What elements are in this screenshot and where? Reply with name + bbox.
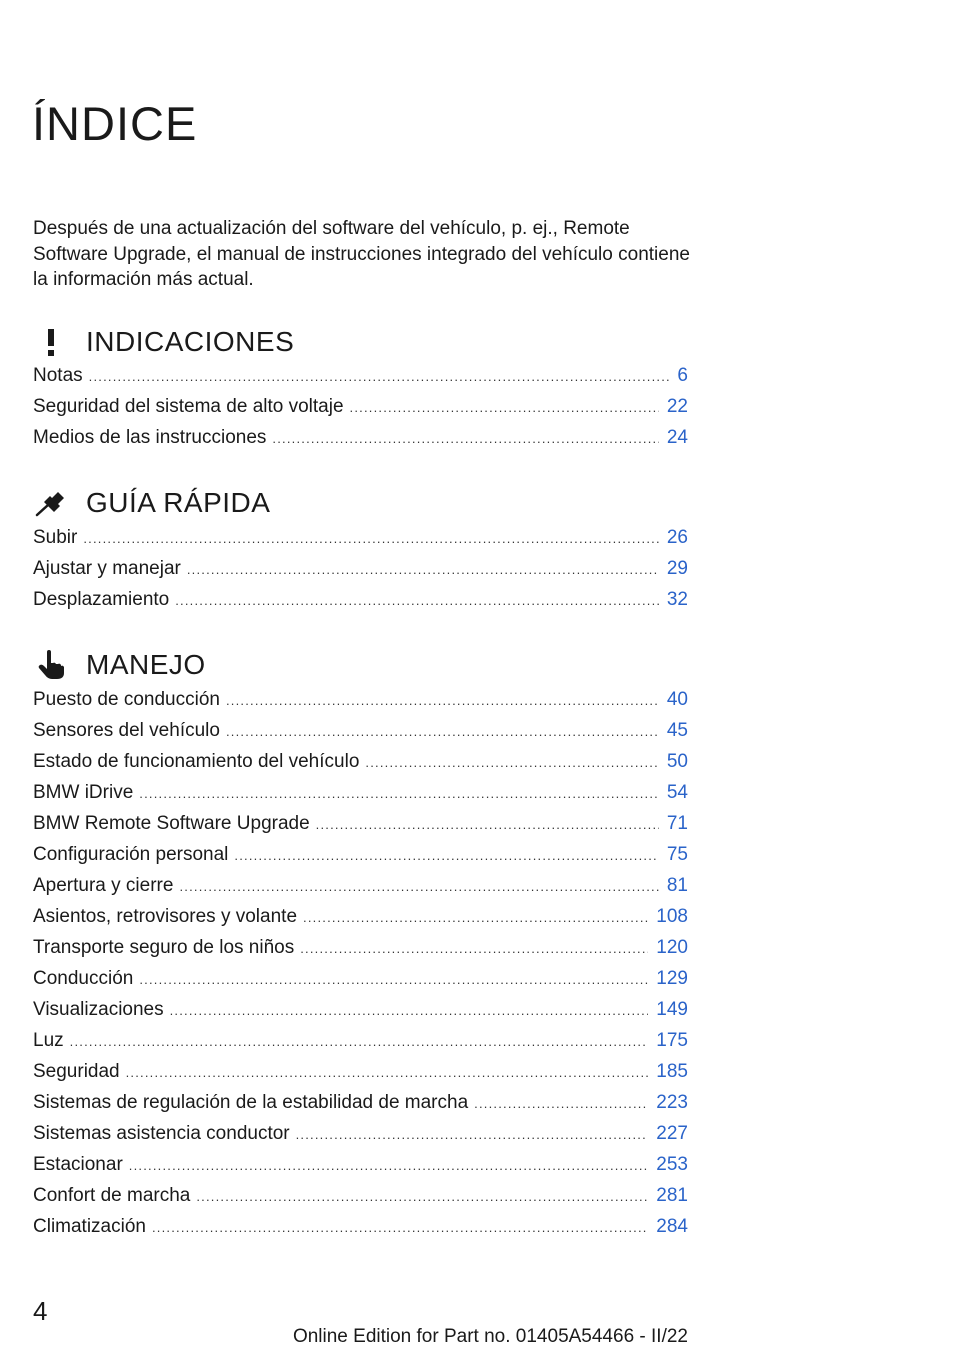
entry-label: Ajustar y manejar — [33, 558, 181, 579]
entry-page-link[interactable]: 24 — [666, 427, 688, 448]
entry-page-link[interactable]: 175 — [656, 1030, 688, 1051]
entry-label: Sistemas asistencia conductor — [33, 1123, 290, 1144]
entry-page-link[interactable]: 45 — [666, 720, 688, 741]
entry-page-link[interactable]: 40 — [666, 689, 688, 710]
entry-page-link[interactable]: 75 — [666, 844, 688, 865]
toc-entry[interactable] — [33, 689, 688, 720]
entry-page-link[interactable]: 185 — [656, 1061, 688, 1082]
entry-label: Subir — [33, 527, 78, 548]
toc-entry[interactable] — [33, 751, 688, 782]
dot-leader — [152, 1220, 648, 1235]
toc-entry[interactable] — [33, 558, 688, 589]
entry-label: Visualizaciones — [33, 999, 164, 1020]
entry-label: BMW Remote Software Upgrade — [33, 813, 310, 834]
entry-label: Climatización — [33, 1216, 146, 1237]
entry-label: Asientos, retrovisores y volante — [33, 906, 298, 927]
dot-leader — [350, 400, 659, 415]
dot-leader — [226, 693, 659, 708]
entry-page-link[interactable]: 71 — [666, 813, 688, 834]
dot-leader — [139, 972, 648, 987]
section-entries-guia-rapida — [33, 527, 688, 620]
dot-leader — [89, 369, 670, 384]
page-title: ÍNDICE — [32, 97, 198, 150]
toc-entry[interactable] — [33, 720, 688, 751]
toc-entry[interactable] — [33, 937, 688, 968]
entry-page-link[interactable]: 22 — [666, 396, 688, 417]
entry-label: Conducción — [33, 968, 134, 989]
entry-page-link[interactable]: 129 — [656, 968, 688, 989]
dot-leader — [272, 431, 658, 446]
entry-page-link[interactable]: 29 — [666, 558, 688, 579]
entry-label: Desplazamiento — [33, 589, 170, 610]
dot-leader — [129, 1158, 649, 1173]
dot-leader — [296, 1127, 649, 1142]
intro-text: Después de una actualización del software del vehículo, p. ej., Remote Software Upgrade, el manual de instrucciones integrado del vehículo contiene la información más actual. — [33, 218, 690, 290]
toc-entry[interactable] — [33, 968, 688, 999]
exclamation-icon — [33, 322, 69, 362]
entry-label: Seguridad del sistema de alto voltaje — [33, 396, 344, 417]
entry-label: Configuración personal — [33, 844, 229, 865]
section-title: INDICACIONES — [86, 326, 295, 357]
pushpin-icon — [33, 483, 69, 523]
dot-leader — [196, 1189, 648, 1204]
entry-label: Estado de funcionamiento del vehículo — [33, 751, 360, 772]
toc-entry[interactable] — [33, 782, 688, 813]
dot-leader — [303, 910, 648, 925]
entry-label: Transporte seguro de los niños — [33, 937, 295, 958]
entry-page-link[interactable]: 32 — [666, 589, 688, 610]
toc-entry[interactable] — [33, 527, 688, 558]
section-title: MANEJO — [86, 649, 206, 680]
toc-entry[interactable] — [33, 1092, 688, 1123]
section-title: GUÍA RÁPIDA — [86, 487, 271, 518]
entry-label: Sistemas de regulación de la estabilidad de marcha — [33, 1092, 469, 1113]
dot-leader — [179, 879, 658, 894]
entry-label: Seguridad — [33, 1061, 120, 1082]
entry-label: Luz — [33, 1030, 64, 1051]
dot-leader — [175, 593, 659, 608]
toc-entry[interactable] — [33, 1030, 688, 1061]
page-number: 4 — [33, 1296, 48, 1326]
entry-page-link[interactable]: 284 — [656, 1216, 688, 1237]
dot-leader — [170, 1003, 649, 1018]
toc-entry[interactable] — [33, 589, 688, 620]
dot-leader — [300, 941, 648, 956]
dot-leader — [474, 1096, 648, 1111]
entry-page-link[interactable]: 108 — [656, 906, 688, 927]
toc-entry[interactable] — [33, 427, 688, 458]
entry-page-link[interactable]: 54 — [666, 782, 688, 803]
section-entries-indicaciones — [33, 365, 688, 458]
entry-page-link[interactable]: 253 — [656, 1154, 688, 1175]
section-indicaciones — [33, 322, 294, 362]
entry-label: Notas — [33, 365, 83, 386]
dot-leader — [365, 755, 658, 770]
entry-page-link[interactable]: 50 — [666, 751, 688, 772]
section-guia-rapida — [33, 483, 270, 523]
entry-label: Medios de las instrucciones — [33, 427, 267, 448]
dot-leader — [83, 531, 659, 546]
entry-page-link[interactable]: 223 — [656, 1092, 688, 1113]
toc-entry[interactable] — [33, 906, 688, 937]
entry-page-link[interactable]: 81 — [666, 875, 688, 896]
dot-leader — [234, 848, 658, 863]
toc-entry[interactable] — [33, 999, 688, 1030]
entry-label: Confort de marcha — [33, 1185, 191, 1206]
toc-entry[interactable] — [33, 844, 688, 875]
entry-page-link[interactable]: 120 — [656, 937, 688, 958]
toc-entry[interactable] — [33, 875, 688, 906]
dot-leader — [70, 1034, 649, 1049]
entry-label: Sensores del vehículo — [33, 720, 220, 741]
toc-entry[interactable] — [33, 1061, 688, 1092]
toc-entry[interactable] — [33, 1123, 688, 1154]
toc-entry[interactable] — [33, 1216, 688, 1247]
toc-entry[interactable] — [33, 813, 688, 844]
edition-footer: Online Edition for Part no. 01405A54466 - II/22 — [292, 1326, 688, 1347]
dot-leader — [316, 817, 659, 832]
section-manejo — [33, 645, 206, 685]
entry-page-link[interactable]: 281 — [656, 1185, 688, 1206]
pointing-hand-icon — [33, 645, 69, 685]
dot-leader — [226, 724, 659, 739]
entry-label: BMW iDrive — [33, 782, 134, 803]
toc-entry[interactable] — [33, 365, 688, 396]
entry-page-link[interactable]: 6 — [677, 365, 688, 386]
entry-label: Puesto de conducción — [33, 689, 220, 710]
dot-leader — [139, 786, 659, 801]
dot-leader — [187, 562, 659, 577]
toc-entry[interactable] — [33, 1154, 688, 1185]
entry-page-link[interactable]: 26 — [666, 527, 688, 548]
section-entries-manejo — [33, 689, 688, 1247]
toc-entry[interactable] — [33, 396, 688, 427]
entry-label: Estacionar — [33, 1154, 123, 1175]
toc-entry[interactable] — [33, 1185, 688, 1216]
dot-leader — [126, 1065, 649, 1080]
entry-page-link[interactable]: 227 — [656, 1123, 688, 1144]
entry-label: Apertura y cierre — [33, 875, 174, 896]
entry-page-link[interactable]: 149 — [656, 999, 688, 1020]
